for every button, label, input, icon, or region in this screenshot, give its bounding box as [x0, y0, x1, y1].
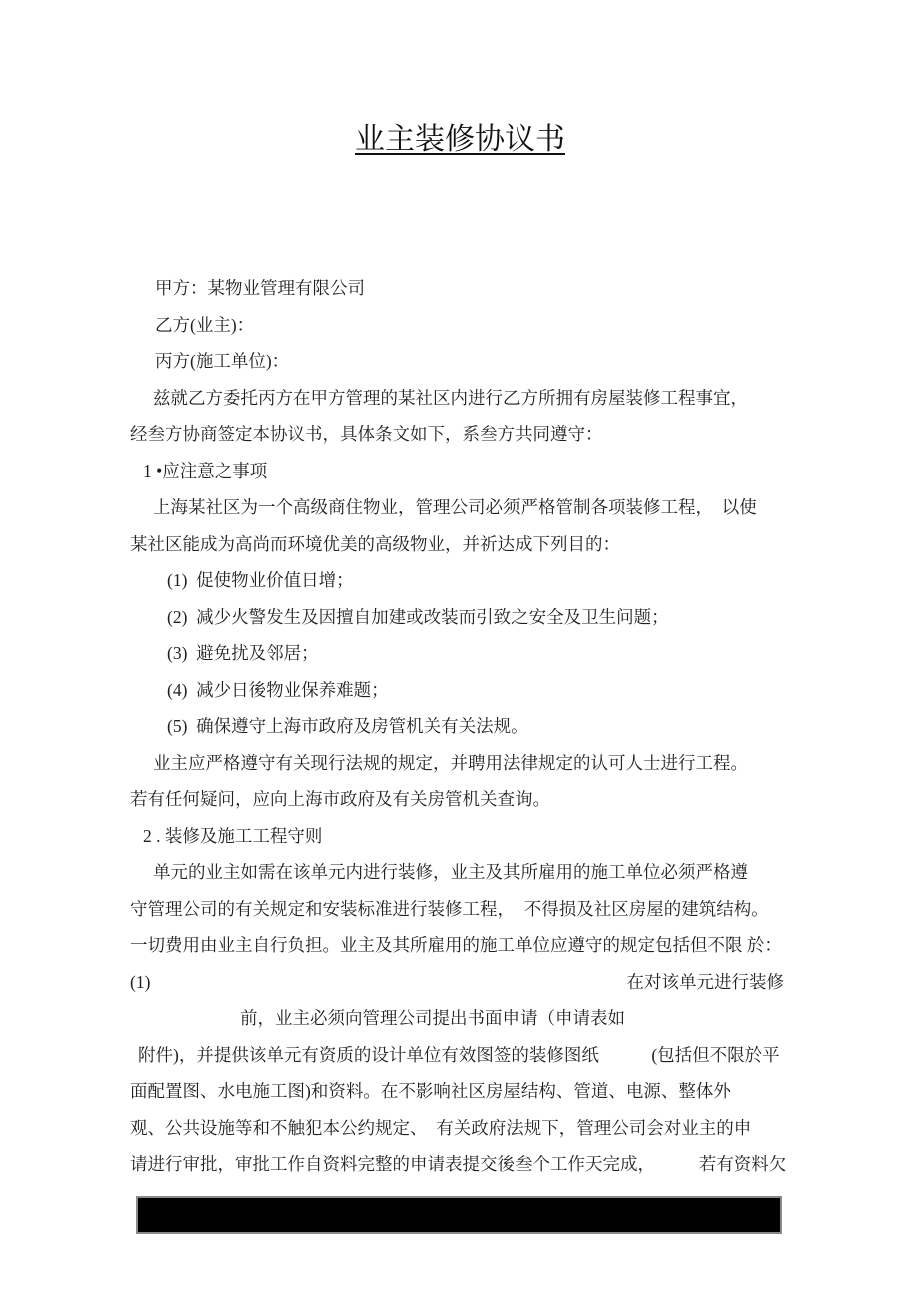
doc-line: 守管理公司的有关规定和安装标准进行装修工程， 不得损及社区房屋的建筑结构。: [130, 898, 769, 919]
page-title: [0, 122, 920, 158]
doc-line: 经叁方协商签定本协议书，具体条文如下，系叁方共同遵守：: [130, 424, 603, 444]
doc-line: 面配置图、水电施工图)和资料。在不影响社区房屋结构、管道、电源、整体外: [130, 1081, 731, 1101]
doc-line-party-c: 丙方(施工单位)：: [155, 351, 290, 371]
doc-line-party-a: 甲方：某物业管理有限公司: [155, 278, 365, 298]
doc-list-item: (2) 减少火警发生及因擅自加建或改装而引致之安全及卫生问题；: [167, 606, 669, 627]
doc-line-right: 在对该单元进行装修: [626, 971, 784, 992]
redacted-black-bar: [136, 1196, 782, 1234]
doc-section-1-heading: 1 •应注意之事项: [143, 460, 268, 481]
doc-list-item: (1) 促使物业价值日增；: [167, 570, 354, 590]
doc-line: 上海某社区为一个高级商住物业，管理公司必须严格管制各项装修工程， 以使: [153, 497, 757, 517]
doc-line: 兹就乙方委托丙方在甲方管理的某社区内进行乙方所拥有房屋装修工程事宜，: [153, 387, 748, 408]
doc-list-item: (3) 避免扰及邻居；: [167, 643, 319, 663]
doc-list-number: (1): [130, 971, 151, 992]
doc-line: 若有任何疑问，应向上海市政府及有关房管机关查询。: [130, 789, 550, 809]
doc-line-split: [130, 964, 790, 1001]
doc-section-2-heading: 2 . 装修及施工工程守则: [143, 825, 323, 846]
doc-line: 某社区能成为高尚而环境优美的高级物业，并祈达成下列目的：: [130, 533, 620, 554]
doc-line: 一切费用由业主自行负担。业主及其所雇用的施工单位应遵守的规定包括但不限 於：: [130, 935, 782, 955]
doc-line: 业主应严格遵守有关现行法规的规定，并聘用法律规定的认可人士进行工程。: [153, 752, 748, 773]
page-title-text: 业主装修协议书: [355, 123, 565, 156]
document-body: [130, 270, 790, 1183]
doc-line: 附件)，并提供该单元有资质的设计单位有效图签的装修图纸 (包括但不限於平: [138, 1044, 780, 1065]
doc-line-centered: 前，业主必须向管理公司提出书面申请（申请表如: [240, 1008, 625, 1028]
doc-list-item: (5) 确保遵守上海市政府及房管机关有关法规。: [167, 716, 529, 736]
doc-line-party-b: 乙方(业主)：: [155, 314, 255, 335]
doc-line: 单元的业主如需在该单元内进行装修，业主及其所雇用的施工单位必须严格遵: [153, 862, 748, 882]
doc-list-item: (4) 减少日後物业保养难题；: [167, 679, 389, 700]
doc-line: 请进行审批，审批工作自资料完整的申请表提交後叁个工作天完成， 若有资料欠: [130, 1154, 787, 1174]
doc-line: 观、公共设施等和不触犯本公约规定、 有关政府法规下，管理公司会对业主的申: [130, 1117, 752, 1138]
